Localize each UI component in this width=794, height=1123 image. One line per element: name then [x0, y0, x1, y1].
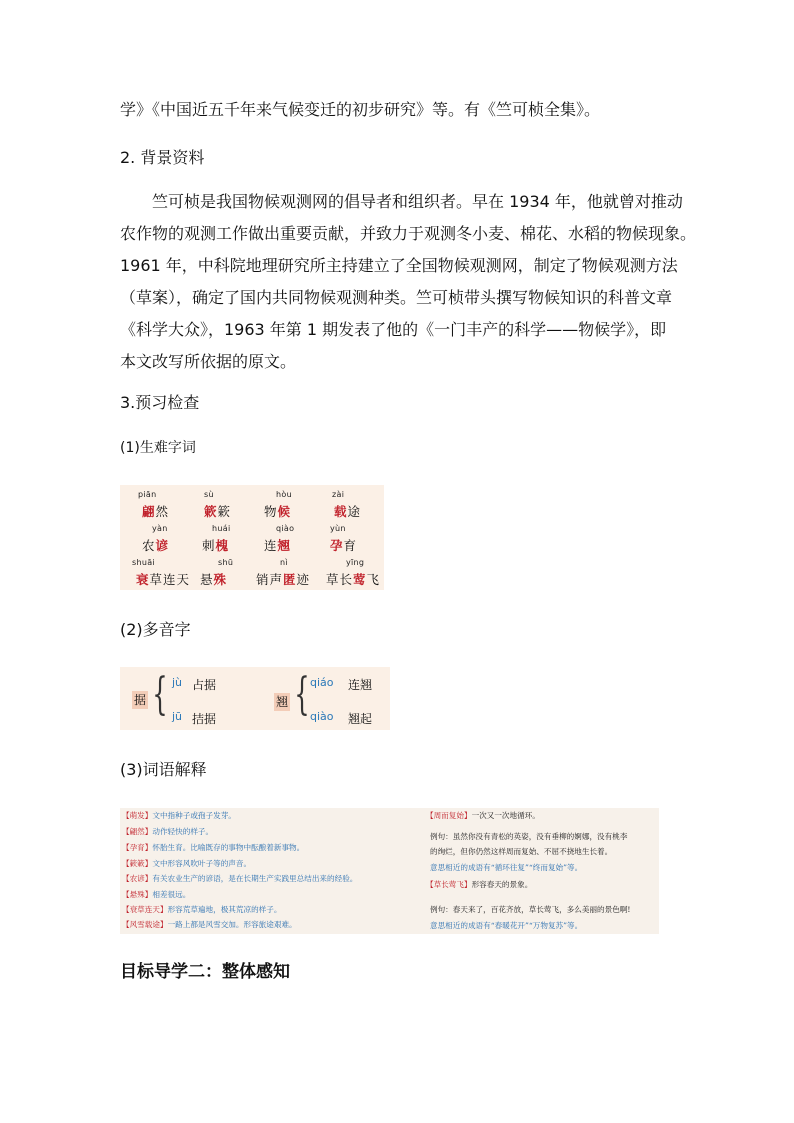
- vocab-word: 悬殊: [200, 572, 228, 587]
- example-sentence: 例句：虽然你没有青松的英姿，没有垂柳的婀娜，没有桃李: [430, 832, 628, 841]
- vocab-box: [120, 485, 384, 590]
- glossary-entry: 【草长莺飞】形容春天的景象。: [426, 880, 533, 889]
- polyphonic-word: 翘起: [348, 712, 373, 726]
- pinyin: qiào: [276, 524, 295, 533]
- sub-2-title: (2)多音字: [120, 620, 191, 639]
- section-2-title: 2. 背景资料: [120, 148, 205, 167]
- background-line: 《科学大众》，1963 年第 1 期发表了他的《一门丰产的科学——物候学》，即: [120, 320, 667, 339]
- pinyin: qiáo: [310, 676, 334, 689]
- polyphonic-char: 翘: [275, 695, 288, 709]
- vocab-word: 农谚: [142, 538, 170, 553]
- vocab-word: 孕育: [330, 538, 358, 553]
- polyphonic-word: 占据: [192, 678, 217, 692]
- brace-icon: {: [294, 669, 310, 720]
- sub-1-title: (1)生难字词: [120, 440, 196, 456]
- glossary-entry: 【农谚】有关农业生产的谚语，是在长期生产实践里总结出来的经验。: [122, 874, 358, 883]
- example-sentence: 例句：春天来了，百花齐放，草长莺飞，多么美丽的景色啊!: [430, 905, 631, 914]
- glossary-entry: 【风雪载途】一路上都是风雪交加。形容旅途艰难。: [122, 920, 297, 929]
- pinyin: qiào: [310, 710, 334, 723]
- synonym-note: 意思相近的成语有“春暖花开”“万物复苏”等。: [430, 921, 583, 930]
- glossary-entry: 【簌簌】文中形容风吹叶子等的声音。: [122, 859, 252, 868]
- intro-line: 学》《中国近五千年来气候变迁的初步研究》等。有《竺可桢全集》。: [120, 100, 601, 119]
- polyphonic-box: [120, 667, 390, 730]
- vocab-word: 草长莺飞: [326, 572, 381, 587]
- pinyin: zài: [332, 490, 345, 499]
- vocab-word: 簌簌: [204, 504, 232, 519]
- vocab-row: [120, 558, 384, 592]
- pinyin: shū: [218, 558, 234, 567]
- vocab-word: 载途: [334, 504, 362, 519]
- vocab-word: 物候: [264, 504, 292, 519]
- glossary-entry: 【孕育】怀胎生育。比喻既存的事物中酝酿着新事物。: [122, 843, 305, 852]
- background-line: 农作物的观测工作做出重要贡献，并致力于观测冬小麦、棉花、水稻的物候现象。: [120, 224, 697, 243]
- background-line: 本文改写所依据的原文。: [120, 352, 297, 371]
- glossary-entry: 【萌发】文中指种子或孢子发芽。: [122, 811, 236, 820]
- polyphonic-char: 据: [133, 693, 146, 707]
- pinyin: piān: [138, 490, 157, 499]
- background-line: （草案），确定了国内共同物候观测种类。竺可桢带头撰写物候知识的科普文章: [120, 288, 673, 307]
- pinyin: shuāi: [132, 558, 155, 567]
- pinyin: yīng: [346, 558, 365, 567]
- pinyin: hòu: [276, 490, 292, 499]
- glossary-entry: 【周而复始】一次又一次地循环。: [426, 811, 540, 820]
- vocab-word: 衰草连天: [136, 572, 191, 587]
- polyphonic-word: 拮据: [192, 712, 217, 726]
- background-line: 1961 年，中科院地理研究所主持建立了全国物候观测网，制定了物候观测方法: [120, 256, 678, 275]
- background-line: 竺可桢是我国物候观测网的倡导者和组织者。早在 1934 年，他就曾对推动: [152, 192, 683, 211]
- synonym-note: 意思相近的成语有“循环往复”“终而复始”等。: [430, 863, 583, 872]
- pinyin: sù: [204, 490, 214, 499]
- pinyin: yàn: [152, 524, 168, 533]
- section-3-title: 3.预习检查: [120, 393, 200, 412]
- pinyin: huái: [212, 524, 231, 533]
- pinyin: jū: [172, 710, 183, 723]
- pinyin: yùn: [330, 524, 346, 533]
- glossary-box: [120, 808, 659, 934]
- vocab-word: 销声匿迹: [256, 572, 311, 587]
- pinyin: nì: [280, 558, 288, 567]
- vocab-word: 翩然: [142, 504, 170, 519]
- example-sentence: 的绚烂，但你仍然这样周而复始、不屈不挠地生长着。: [430, 847, 613, 856]
- glossary-entry: 【翩然】动作轻快的样子。: [122, 827, 214, 836]
- next-heading: 目标导学二：整体感知: [120, 962, 290, 982]
- vocab-row: [120, 524, 384, 558]
- vocab-word: 刺槐: [202, 538, 230, 553]
- polyphonic-word: 连翘: [348, 678, 373, 692]
- vocab-word: 连翘: [264, 538, 292, 553]
- brace-icon: {: [152, 669, 168, 720]
- sub-3-title: (3)词语解释: [120, 760, 207, 779]
- glossary-entry: 【衰草连天】形容荒草遍地，极其荒凉的样子。: [122, 905, 282, 914]
- vocab-row: [120, 490, 384, 524]
- glossary-entry: 【悬殊】相差很远。: [122, 890, 191, 899]
- pinyin: jù: [172, 676, 183, 689]
